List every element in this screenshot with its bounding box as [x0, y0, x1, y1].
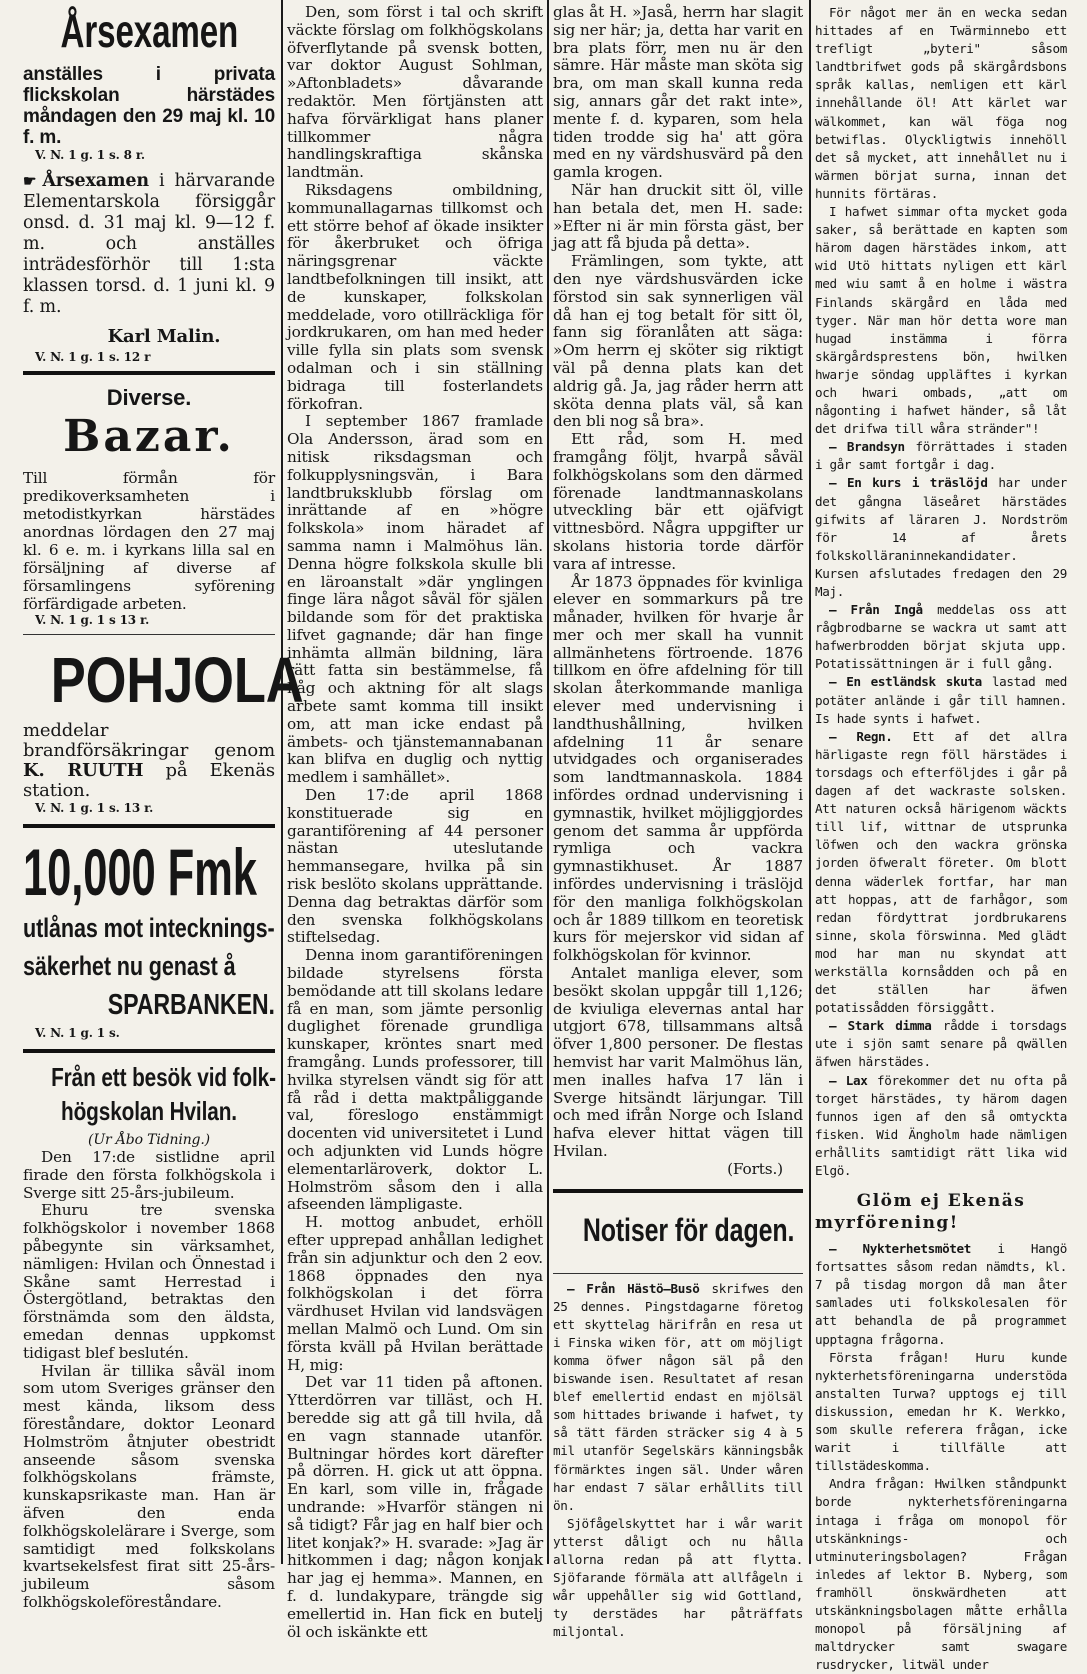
ad-signature: V. N. 1 g. 1 s. — [35, 1026, 120, 1040]
notice-text: Andra frågan: Hwilken ståndpunkt borde nykterhetsföreningarna intaga i fråga om monopol för utskänknings- och utminuteringsbolagen? Frågan inledes af lektor B. Nyberg, som framhöll önskwärdheten att utskänkningsbolagen måtte erhålla monopol på försäljning af maltdrycker samt swagare rusdrycker, litwäl under — [815, 1476, 1067, 1673]
notice-text: lastad med potäter anlände i går till hamnen. Is hade synts i hafwet. — [815, 674, 1067, 726]
column-rule-1 — [281, 0, 283, 1564]
column-1-ads — [20, 0, 304, 1611]
notice-item — [815, 1240, 1067, 1349]
divider — [23, 824, 275, 828]
ad-arsexamen-elementarskola — [23, 171, 275, 365]
ad-signer-name: Karl Malin. — [107, 326, 221, 347]
notice-text: förrättades i staden i går samt fortgår i dag. — [815, 439, 1068, 473]
notice-heading: — Från Hästö—Busö — [567, 1280, 700, 1296]
notice-heading: — Från Ingå — [829, 602, 923, 618]
notice-item — [815, 1017, 1067, 1071]
notice-item — [553, 1280, 803, 1515]
article-title: Från ett besök vid folk- — [51, 1062, 276, 1092]
notice-item — [815, 438, 1067, 474]
divider — [553, 1273, 803, 1274]
notice-item — [815, 1072, 1067, 1181]
ad-title-arsexamen: Årsexamen — [60, 5, 238, 57]
article-paragraph: Antalet manliga elever, som besökt skolan uppgår till 1,126; de kviuliga elevernas antal har utgjort 678, tillsammans altså öfver 1,800 personer. De flestas hemvist har varit Malmöhus län, men inalles hafva 17 län i Sverge hitsändt lärjungar. Till och med ifrån Norge och Island hafva elever hittat vägen till Hvilan. — [553, 964, 803, 1160]
ad-title-pohjola: POHJOLA — [50, 644, 304, 716]
article-paragraph: När han druckit sitt öl, ville han betala det, men H. sade: »Efter ni är min första gäst, ber jag att få bjuda på detta». — [553, 180, 803, 253]
article-paragraph: Den 17:de sistlidne april firade den första folkhögskola i Sverge sitt 25-års-jubileum. — [23, 1148, 275, 1202]
ad-text: utlånas mot intecknings- — [23, 913, 275, 943]
ad-bank-name: SPARBANKEN. — [107, 989, 275, 1021]
article-paragraph: H. mottog anbudet, erhöll efter upprepad anhållan ledighet från sin adjunktur och den 2 eov. 1868 öppnades den nya folkhögskolan i det förra värdhuset Hvilan vid landsvägen mellan Malmö och Lund. Om sin första kväll på Hvilan berättade H, mig: — [287, 1213, 543, 1374]
notice-text: rådde i torsdags ute i sjön samt senare på qwällen äfwen härstädes. — [815, 1018, 1067, 1070]
notice-text: Sjöfågelskyttet har i wår warit ytterst dåligt och nu hålla allorna redan på att flytta. Sjöfarande förmäla att allfågeln i wår uppehåller sig wid Gottland, ty derstädes har påträffats miljontal. — [553, 1515, 803, 1640]
section-heading-notiser: Notiser för dagen. — [582, 1211, 795, 1248]
divider — [23, 371, 275, 375]
notice-heading: — Nykterhetsmötet — [829, 1241, 972, 1257]
pointing-hand-icon: ☛ — [23, 172, 37, 190]
notice-highlight: myrförening! — [815, 1213, 959, 1234]
article-paragraph: Denna inom garantiföreningen bildade styrelsens första bemödande att till skolans ledare få en man, som jämte personlig duglighet förenade grundliga kunskaper, kröntes snart med framgång. Lunds professorer, till hvilka styrelsen vändt sig för att få råd i detta maktpåliggande val, föreslogo enstämmigt docenten vid universitetet i Lund och adjunkten vid Lunds högre elementarläroverk, doktor L. Holmström såsom den i alla afseenden lämpligaste. — [287, 946, 543, 1214]
column-rule-2 — [547, 0, 549, 1564]
article-source: (Ur Åbo Tidning.) — [88, 1132, 210, 1148]
article-continued: (Forts.) — [727, 1159, 783, 1178]
notice-text: meddelas oss att rågbrodbarne se wackra ut samt att hafwerbrodden börjat skjuta upp. Potatissättningen är i full gång. — [815, 602, 1068, 672]
article-paragraph: Ett råd, som H. med framgång följt, hvarpå såväl folkhögskolans som den därmed förenade landtmannaskolans utveckling bär ett ojäfvigt vittnesbörd. Några uppgifter ur skolans historia torde därför vara af intresse. — [553, 430, 803, 573]
ad-text: i härvarande Elementarskola försiggår onsd. d. 31 maj kl. 9—12 f. m. och anställes inträdesförhör till 1:sta klassen torsd. d. 1 juni kl. 9 f. m. — [23, 171, 275, 317]
notice-text: Första frågan! Huru kunde nykterhetsföreningarna understöda anstalten Turwa? upptogs ej till diskussion, emedan hr K. Werkko, som skulle referera frågan, icke warit i tillfälle att tillstädeskomma. — [815, 1349, 1067, 1474]
ad-title-bazar: Bazar. — [63, 411, 235, 462]
article-paragraph: Riksdagens ombildning, kommunallagarnas tillkomst och ett större behof af ökade insikter för åkerbruket och öfriga näringsgrenar väckte landtbefolkningen till insikt, att de kunskaper, folkskolan meddelade, voro otillräckliga för jordkrukaren, om han med heder ville fylla sin plats som svensk odalman och i sin ställning bidraga till fosterlandets förkofran. — [287, 180, 543, 413]
column-3-article-notices — [550, 0, 806, 1640]
ad-text: säkerhet nu genast å — [23, 951, 236, 981]
notice-item — [815, 601, 1067, 673]
ad-agent-name: K. RUUTH — [23, 760, 144, 781]
notice-text: För något mer än en wecka sedan hittades af en Twärminnebo ett trefligt „byteri" såsom landtbrifwet gods på skärgårdsbons språk kallas, nemligen ett kärl innehållande öl! Att kärlet war wälkommet, kan wäl föga nog betwiflas. Olyckligtwis innehöll det så mycket, att innehållet nu i wärmen börjat surna, innan det hunnits förtäras. — [815, 5, 1067, 201]
ad-signature: V. N. 1 g. 1 s. 8 r. — [35, 148, 145, 162]
notice-heading: — En estländsk skuta — [829, 674, 982, 690]
divider — [553, 1189, 803, 1193]
notice-heading: — En kurs i träslöjd — [829, 475, 988, 491]
notice-text: skrifwes den 25 dennes. Pingstdagarne företog ett skyttelag härifrån en resa ut i Finska wiken för, att om möjligt komma öfwer någon säl på den biswande isen. Resultatet af resan blef emellertid endast en mjölsäl som hittades briwande i hafwet, ty så tätt färden sträcker sig 4 à 5 mil utanför Segelskärs känningsbåk förmärktes ingen säl. Under wåren har endast 7 sälar erhållits till ön. — [553, 1280, 804, 1513]
notice-heading: — Stark dimma — [829, 1018, 932, 1034]
notice-heading: — Brandsyn — [829, 439, 905, 455]
notice-item — [815, 728, 1067, 1018]
ad-signature: V. N. 1 g. 1 s 13 r. — [35, 613, 150, 627]
divider — [23, 634, 275, 635]
article-paragraph: Hvilan är tillika såväl inom som utom Sveriges gränser den mest kända, liksom dess föreståndare, doktor Leonard Holmström åtnjuter obestridt anseende såsom svenska folkhögskolans främste, kunskapsrikaste man. Han är äfven den enda folkhögskolelärare i Sverge, som samtidigt med folkskolans kvartsekelsfest firat sitt 25-års-jubileum såsom folkhögskoleföreståndare. — [23, 1361, 275, 1611]
ad-arsexamen-flickskolan — [23, 4, 275, 163]
article-paragraph: Ehuru tre svenska folkhögskolor i november 1868 påbegynte sin värksamhet, nämligen: Hvilan och Önnestad i Skåne samt Herrestad i Östergötland, betraktas den förstnämda som den äldsta, emedan dennas uppkomst tidigast blef beslutén. — [23, 1201, 275, 1362]
notice-item — [815, 474, 1067, 601]
column-rule-3 — [809, 0, 811, 1564]
notice-text: förekommer det nu ofta på torget härstädes, ty härom dagen funnos igen af den så omtyckta fisken. Wid Ängholm hade nämligen erhållits samtidigt rätt lika wid Elgö. — [815, 1072, 1067, 1178]
article-title: högskolan Hvilan. — [61, 1096, 237, 1126]
ad-text: anställes i privata flickskolan härstädes måndagen den 29 maj kl. 10 f. m. — [23, 64, 275, 148]
notice-highlight: Glöm ej Ekenäs — [856, 1191, 1026, 1212]
ad-signature: V. N. 1 g. 1 s. 12 r — [35, 350, 151, 364]
ad-text: på Ekenäs station. — [23, 760, 276, 801]
notice-text: Ett af det allra härligaste regn föll härstädes i torsdags och efterföljdes i går på dagen af det wackraste solsken. Att naturen också härigenom wäckts till lif, wittnar de utsprunka löfwen och den wackra grönska jorden öfweralt företer. Om blott denna wäderlek fortfar, har man att hoppas, att de farhågor, som redan fördyttrat jordbrukarens sinne, skola förswinna. Med glädt mod har man nu skyndat att werkställa kornsådden och på en det ställen har äfwen potatissådden försiggått. — [815, 728, 1068, 1016]
article-paragraph: År 1873 öppnades för kvinliga elever en sommarkurs på tre månader, hvilken för hvarje år mer och mer skall ha vunnit allmänhetens förtroende. 1876 tillkom en öfre afdelning för till skolan återkommande manliga elever med undervisning i landthushållning, hvilken afdelning 11 år senare utvidgades och organiserades som landtmannaskola. 1884 infördes ordnad undervisning i gymnastik, hvilket möjliggjordes genom det samma år uppförda rymliga och vackra gymnastikhuset. År 1887 infördes undervisning i träslöjd för den manliga folkhögskolan och år 1889 tillkom en teoretisk kurs för mejerskor vid sidan af folkhögskolan för kvinnor. — [553, 572, 803, 965]
article-paragraph: Det var 11 tiden på aftonen. Ytterdörren var tilläst, och H. beredde sig att gå till hvila, då en vagn stannade utanför. Bultningar hördes kort därefter på dörren. H. gick ut att öppna. En karl, som ville in, frågade undrande: »Hvarför stängen ni så tidigt? Får jag en half bier och litet konjak?» H. svarade: »Jag är hitkommen i dag; någon konjak har jag ej hemma». Mannen, en f. d. lundakypare, trängde sig emellertid in. Han fick en butelj öl och iskänkte ett — [287, 1373, 543, 1641]
ad-signature: V. N. 1 g. 1 s. 13 r. — [35, 801, 154, 815]
divider — [23, 1049, 275, 1053]
notice-heading: — Lax — [829, 1072, 868, 1088]
notice-text: har under det gångna läseåret härstädes gifwits af läraren J. Nordström för 14 af årets folkskolläraninnekandidater. Kursen afslutades fredagen den 29 Maj. — [815, 475, 1067, 599]
notice-text: i Hangö fortsattes såsom redan nämdts, kl. 7 på tisdag morgon då man åter samlades uti folkskolesalen för att behandla de på programmet upptagna frågorna. — [815, 1241, 1067, 1347]
article-paragraph: glas åt H. »Jaså, herrn har slagit sig ner här; ja, detta har varit en bra plats förr, men nu är den sämre. Här måste man sköta sig bra, om man skall kunna reda sig, annars går det rakt inte», mente f. d. kyparen, som hela tiden trodde sig ha' att göra med en ny värdshusvärd på den gamla krogen. — [553, 3, 803, 182]
notice-list — [553, 1280, 803, 1642]
notice-heading: — Regn. — [829, 728, 893, 744]
article-paragraph: Den, som först i tal och skrift väckte förslag om folkhögskolans öfverflytande på svensk botten, var doktor August Sohlman, »Aftonbladets» dåvarande redaktör. Men förtjänsten att hafva förvärkligat hans planer tillkommer några handlingskraftiga skånska landtmän. — [287, 3, 543, 182]
ad-text: Till förmån för predikoverksamheten i metodistkyrkan härstädes anordnas lördagen den 27 maj kl. 6 e. m. i kyrkans lilla sal en försäljning af diverse af församlingens syförening förfärdigade arbeten. — [23, 469, 275, 613]
article-paragraph: Den 17:de april 1868 konstituerade sig en garantiförening af 44 personer nästan uteslutande hemmansegare, hvilka på sin risk beslöto skolans upprättande. Denna dag betraktas därför som den svenska folkhögskolans stiftelsedag. — [287, 786, 543, 947]
article-hvilan-start — [23, 1061, 275, 1612]
article-paragraph: I september 1867 framlade Ola Andersson, ärad som en nitisk riksdagsman och folkupplysningsvän, i Bara landtbruksklubb förslag om inrättande af en »högre folkskola» inom häradet af samma namn i Malmöhus län. Denna högre folkskola skulle bli en läroanstalt »där ynglingen finge lära något såväl för själen bildande som för det praktiska lifvet gagnande; där han finge inhämta allmän bildning, lära rätt fatta sin bestämmelse, få håg och aktning för alt slags arbete samt komma till insikt om, att man icke endast på ämbets- och tjänstemannabanan kan blifva en duglig och nyttig medlem i samhället». — [287, 412, 543, 787]
ad-title-loan-amount: 10,000 Fmk — [23, 835, 257, 909]
column-4-notices — [812, 0, 1070, 1673]
column-2-article — [284, 0, 546, 1641]
notice-item — [815, 673, 1067, 727]
section-heading-diverse: Diverse. — [106, 385, 192, 410]
ad-title-arsexamen-2: Årsexamen — [42, 171, 149, 191]
article-paragraph: Främlingen, som tykte, att den nye värdshusvärden icke förstod sin sak synnerligen väl då han ej tog betalt för sitt öl, fann sig föranlåten att säga: »Om herrn ej sköter sig riktigt väl på denna plats kan det aldrig gå. Ja, jag råder herrn att sköta denna plats väl, så kan den bli nog så bra». — [553, 252, 803, 431]
notice-text: I hafwet simmar ofta mycket goda saker, så berättade en kapten som härom dagen härstädes inkom, att wid Utö hittats nyligen ett kärl med wiu samt å en holme i wästra Finlands skärgård en låda med tyger. När man hör detta wore man hugad instämma i förra skärgårdsprestens bön, hwilken hwarje söndag uppläftes i kyrkan och hwari ombads, „att om någonting i hafwet händer, så låt det drifwa till wåra stränder"! — [815, 204, 1067, 437]
ad-text: meddelar brandförsäkringar genom — [23, 720, 275, 761]
